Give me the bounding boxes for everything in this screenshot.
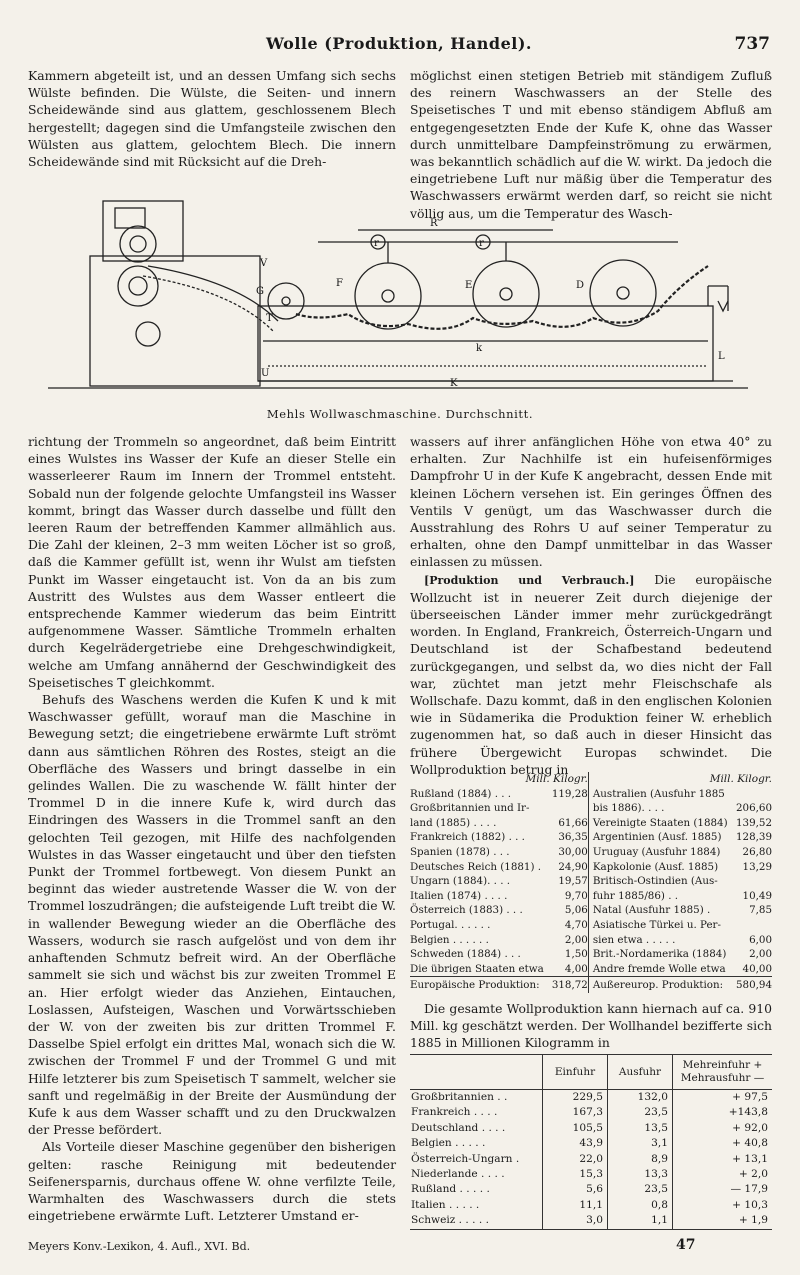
row-value: 26,80 — [742, 845, 772, 858]
paragraph: wassers auf ihrer anfänglichen Höhe von etwa 40° zu erhalten. Zur Nachhilfe ist ein hufeisenförmiges Dampfrohr U in der Kufe K angebracht, dessen Ende mit kleinen Löchern versehen ist. Ein geringes Öffnen des Ventils V genügt, um das Waschwasser durch die Ausstrahlung des Rohrs U auf seiner Temperatur zu erhalten, ohne den Dampf unmittelbar in das Wasser einlassen zu müssen. — [410, 434, 772, 570]
row-label: Vereinigte Staaten (1884) — [588, 816, 734, 831]
row-value: 119,28 — [551, 787, 588, 800]
production-table — [410, 772, 772, 993]
row-label: Natal (Ausfuhr 1885) . — [588, 903, 734, 918]
row-value: 1,50 — [564, 948, 588, 961]
table-row — [410, 830, 772, 845]
trade-header: Mehreinfuhr + Mehrausfuhr — — [673, 1055, 773, 1090]
value-cell: 23,5 — [608, 1182, 673, 1197]
row-value: 4,70 — [564, 918, 588, 931]
country-cell: Schweiz . . . . . — [411, 1214, 489, 1227]
trade-table — [410, 1054, 772, 1230]
row-label: Österreich (1883) . . . — [410, 904, 523, 917]
country-cell: Italien . . . . . — [411, 1198, 480, 1211]
row-value: 24,90 — [558, 860, 588, 873]
machine-figure — [28, 196, 772, 402]
wool-washing-machine-illustration — [28, 196, 772, 402]
value-cell: 13,5 — [608, 1121, 673, 1136]
row-label: Die übrigen Staaten etwa — [410, 962, 544, 975]
fig-label-R: R — [430, 218, 438, 229]
table-row — [410, 787, 772, 802]
total-value: 580,94 — [734, 977, 772, 993]
total-value: 318,72 — [550, 977, 588, 993]
table-row — [410, 1198, 772, 1213]
country-cell: Österreich-Ungarn . — [411, 1152, 520, 1165]
value-cell: 22,0 — [543, 1152, 608, 1167]
row-label: Andre fremde Wolle etwa — [588, 962, 734, 977]
row-value — [734, 787, 772, 802]
row-value: 128,39 — [735, 831, 772, 844]
fig-label-V: V — [260, 258, 268, 269]
row-value: 2,00 — [749, 948, 772, 961]
row-label: Argentinien (Ausf. 1885) — [588, 830, 734, 845]
value-cell: 3,1 — [608, 1136, 673, 1151]
row-label: Frankreich (1882) . . . — [410, 831, 525, 844]
table-row — [410, 1121, 772, 1136]
value-cell: 132,0 — [608, 1090, 673, 1106]
row-label: Brit.-Nordamerika (1884) — [588, 947, 734, 962]
sheet-signature: 47 — [676, 1237, 696, 1253]
value-cell: 43,9 — [543, 1136, 608, 1151]
row-label: Großbritannien und Ir- — [410, 802, 530, 815]
table-row — [410, 889, 772, 904]
page-number: 737 — [734, 34, 770, 54]
row-value: 36,35 — [558, 831, 588, 844]
table-row — [410, 874, 772, 889]
total-label: Außereurop. Produktion: — [588, 977, 734, 993]
table-row — [410, 1152, 772, 1167]
table-row — [410, 933, 772, 948]
row-value — [734, 918, 772, 933]
paragraph: Die gesamte Wollproduktion kann hiernach auf ca. 910 Mill. kg geschätzt werden. Der Wollhandel bezifferte sich 1885 in Millionen Kilogramm in — [410, 1001, 772, 1051]
country-cell: Niederlande . . . . — [411, 1168, 505, 1181]
row-value: 13,29 — [742, 860, 772, 873]
paragraph: Behufs des Waschens werden die Kufen K und k mit Waschwasser gefüllt, worauf man die Maschine in Bewegung setzt; die eingetriebene erwärmte Luft strömt dann aus sämtlichen Röhren des Rostes, steigt an die Oberfläche des Wassers und bringt dasselbe in ein gelindes Wallen. Die zu waschende W. fällt hinter der Trommel D in die innere Kufe k, wird durch das Eindringen des Wassers in die Trommel sanft an den gelochten Teil gezogen, mit Hilfe des nachfolgenden Wulstes in das Wasser eingetaucht und über den tiefsten Punkt der Trommel fortbewegt. Von diesem Punkt an beginnt das wieder austretende Wasser die W. von der Trommel loszudrängen; die aufsteigende Luft treibt die W. in wallender Bewegung wieder an die Oberfläche des Wassers, wodurch sie rasch aufgelöst und von dem ihr anhaftenden Schmutz befreit wird. An der Oberfläche sammelt sie sich und wächst bis zur zweiten Trommel E an. Hier erfolgt wieder das Anziehen, Eintauchen, Loslassen, Aufsteigen, Waschen und Vorwärtsschieben der W. von der zweiten bis zur dritten Trommel F. Dasselbe Spiel erfolgt ein drittes Mal, wonach sich die W. zwischen der Trommel F und der Trommel G und mit Hilfe letzterer bis zum Speisetisch T sammelt, welcher sie sanft und regelmäßig in der Breite der Ausmündung der Kufe k aus dem Wasser schafft und zu den Druckwalzen der Presse befördert. — [28, 692, 396, 1138]
row-label: Rußland (1884) . . . — [410, 787, 512, 800]
row-value: 4,00 — [564, 962, 588, 975]
value-cell: 15,3 — [543, 1167, 608, 1182]
value-cell: + 40,8 — [673, 1136, 773, 1151]
value-cell: 8,9 — [608, 1152, 673, 1167]
paragraph: Kammern abgeteilt ist, und an dessen Umfang sich sechs Wülste befinden. Die Wülste, die Seiten- und innern Scheidewände sind aus glattem, geschlossenem Blech hergestellt; dagegen sind die Umfangsteile zwischen den Wülsten aus glattem, gelochtem Blech. Die innern Scheidewände sind mit Rücksicht auf die Dreh- — [28, 68, 396, 170]
value-cell: 1,1 — [608, 1213, 673, 1229]
row-label: Uruguay (Ausfuhr 1884) — [588, 845, 734, 860]
row-value: 2,00 — [564, 933, 588, 946]
country-cell: Frankreich . . . . — [411, 1106, 498, 1119]
table-row — [410, 903, 772, 918]
table-row — [410, 845, 772, 860]
fig-label-T: T — [266, 313, 273, 324]
table-row — [410, 816, 772, 831]
top-left-column — [28, 67, 396, 170]
row-value: 6,00 — [749, 933, 772, 946]
paragraph: Als Vorteile dieser Maschine gegenüber den bisherigen gelten: rasche Reinigung mit bedeutender Seifenersparnis, durchaus offene W. ohne verfilzte Teile, Warmhalten des Waschwassers durch die stets eingetriebene erwärmte Luft. Letzterer Umstand er- — [28, 1139, 396, 1224]
fig-label-U: U — [261, 368, 270, 379]
value-cell: — 17,9 — [673, 1182, 773, 1197]
table-row — [410, 962, 772, 977]
value-cell: + 10,3 — [673, 1198, 773, 1213]
value-cell: +143,8 — [673, 1105, 773, 1120]
section-text: Die europäische Wollzucht ist in neuerer Zeit durch diejenige der überseeischen Länder immer mehr zurückgedrängt worden. In England, Frankreich, Österreich-Ungarn und Deutschland ist der Schafbestand bedeutend zurückgegangen, und selbst da, wo dies nicht der Fall war, züchtet man jetzt mehr Fleischschafe als Wollschafe. Dazu kommt, daß in den englischen Kolonien wie in Südamerika die Produktion feiner W. erheblich zugenommen hat, so daß auch in dieser Hinsicht das frühere Übergewicht Europas schwindet. Die Wollproduktion betrug in — [410, 571, 772, 777]
table-row — [410, 1090, 772, 1106]
trade-intro — [410, 1000, 772, 1052]
table-row — [410, 1167, 772, 1182]
row-value: 206,60 — [735, 802, 772, 815]
row-label: Ungarn (1884). . . . — [410, 875, 511, 888]
value-cell: 5,6 — [543, 1182, 608, 1197]
page-title: Wolle (Produktion, Handel). — [266, 34, 532, 53]
row-value: 30,00 — [558, 845, 588, 858]
value-cell: 167,3 — [543, 1105, 608, 1120]
row-label: land (1885) . . . . — [410, 816, 497, 829]
row-label: bis 1886). . . . — [588, 801, 734, 816]
row-label: sien etwa . . . . . — [588, 933, 734, 948]
row-value: 5,06 — [564, 904, 588, 917]
trade-header — [410, 1055, 543, 1090]
row-label: Kapkolonie (Ausf. 1885) — [588, 860, 734, 875]
value-cell: 229,5 — [543, 1090, 608, 1106]
row-label: Deutsches Reich (1881) . — [410, 860, 542, 873]
fig-label-r1: r — [374, 238, 379, 249]
table-row — [410, 918, 772, 933]
fig-label-L: L — [718, 351, 725, 362]
value-cell: + 13,1 — [673, 1152, 773, 1167]
value-cell: 105,5 — [543, 1121, 608, 1136]
table-row — [410, 860, 772, 875]
fig-label-K: K — [450, 378, 458, 389]
row-value: 40,00 — [742, 962, 772, 975]
fig-label-k: k — [476, 343, 483, 354]
table-row — [410, 947, 772, 962]
value-cell: 3,0 — [543, 1213, 608, 1229]
row-value — [550, 801, 588, 816]
unit-label: Mill. Kilogr. — [588, 772, 772, 787]
value-cell: + 92,0 — [673, 1121, 773, 1136]
row-label: Belgien . . . . . . — [410, 933, 489, 946]
table-row — [410, 801, 772, 816]
table-row — [410, 1213, 772, 1229]
country-cell: Rußland . . . . . — [411, 1183, 490, 1196]
table-row — [410, 1105, 772, 1120]
bottom-left-column — [28, 433, 396, 1224]
paragraph: möglichst einen stetigen Betrieb mit ständigem Zufluß des reinern Waschwassers an der Stelle des Speisetisches T und mit ebenso ständigem Abfluß am entgegengesetzten Ende der Kufe K, ohne das Wasser durch unmittelbare Dampfeinströmung zu erwärmen, was bekanntlich schädlich auf die W. wirkt. Da jedoch die eingetriebene Luft nur mäßig über die Temperatur des Waschwassers erwärmt werden darf, so reicht sie nicht völlig aus, um die Temperatur des Wasch- — [410, 68, 772, 221]
row-label: Britisch-Ostindien (Aus- — [588, 874, 734, 889]
row-value: 19,57 — [558, 875, 588, 888]
table-row — [410, 1182, 772, 1197]
row-value: 7,85 — [749, 904, 772, 917]
footer-source: Meyers Konv.-Lexikon, 4. Aufl., XVI. Bd. — [28, 1240, 251, 1253]
trade-header: Einfuhr — [543, 1055, 608, 1090]
figure-caption: Mehls Wollwaschmaschine. Durchschnitt. — [266, 407, 534, 421]
row-value: 9,70 — [564, 889, 588, 902]
row-value: 139,52 — [735, 816, 772, 829]
country-cell: Deutschland . . . . — [411, 1121, 506, 1134]
trade-header: Ausfuhr — [608, 1055, 673, 1090]
section-heading: [Produktion und Verbrauch.] — [424, 573, 635, 587]
total-label: Europäische Produktion: — [410, 977, 550, 993]
value-cell: + 2,0 — [673, 1167, 773, 1182]
row-value: 10,49 — [742, 889, 772, 902]
value-cell: 0,8 — [608, 1198, 673, 1213]
unit-label: Mill. Kilogr. — [525, 773, 588, 785]
fig-label-D: D — [576, 280, 585, 291]
table-row — [410, 1136, 772, 1151]
paragraph — [410, 571, 772, 778]
row-label: Australien (Ausfuhr 1885 — [588, 787, 734, 802]
country-cell: Großbritannien . . — [411, 1091, 508, 1103]
country-cell: Belgien . . . . . — [411, 1137, 486, 1150]
row-label: Italien (1874) . . . . — [410, 889, 508, 902]
value-cell: 13,3 — [608, 1167, 673, 1182]
row-value — [734, 874, 772, 889]
row-label: Portugal. . . . . . — [410, 918, 491, 931]
value-cell: 23,5 — [608, 1105, 673, 1120]
bottom-right-column — [410, 433, 772, 778]
value-cell: 11,1 — [543, 1198, 608, 1213]
fig-label-E: E — [465, 280, 473, 291]
row-value: 61,66 — [558, 816, 588, 829]
row-label: Asiatische Türkei u. Per- — [588, 918, 734, 933]
fig-label-F: F — [336, 278, 343, 289]
page-header — [28, 34, 770, 56]
value-cell: + 1,9 — [673, 1213, 773, 1229]
row-label: Spanien (1878) . . . — [410, 845, 510, 858]
row-label: Schweden (1884) . . . — [410, 948, 521, 961]
fig-label-r2: r — [479, 238, 484, 249]
row-label: fuhr 1885/86) . . — [588, 889, 734, 904]
paragraph: richtung der Trommeln so angeordnet, daß beim Eintritt eines Wulstes ins Wasser der Kufe an dieser Stelle ein wasserleerer Raum im Innern der Trommel entsteht. Sobald nun der folgende gelochte Umfangsteil ins Wasser kommt, bringt das Wasser durch dasselbe und füllt den leeren Raum der betreffenden Kammer allmählich aus. Die Zahl der kleinen, 2–3 mm weiten Löcher ist so groß, daß die Kammer gefüllt ist, wenn ihr Wulst am tiefsten Punkt im Wasser eingetaucht ist. Von da an bis zum Austritt des Wulstes aus dem Wasser entleert die entsprechende Kammer wiederum das beim Eintritt aufgenommene Wasser. Sämtliche Trommeln erhalten durch Kegelrädergetriebe eine Drehgeschwindigkeit, welche am Umfang annähernd der Geschwindigkeit des Speisetisches T gleichkommt. — [28, 434, 396, 690]
fig-label-G: G — [256, 286, 264, 297]
value-cell: + 97,5 — [673, 1090, 773, 1106]
